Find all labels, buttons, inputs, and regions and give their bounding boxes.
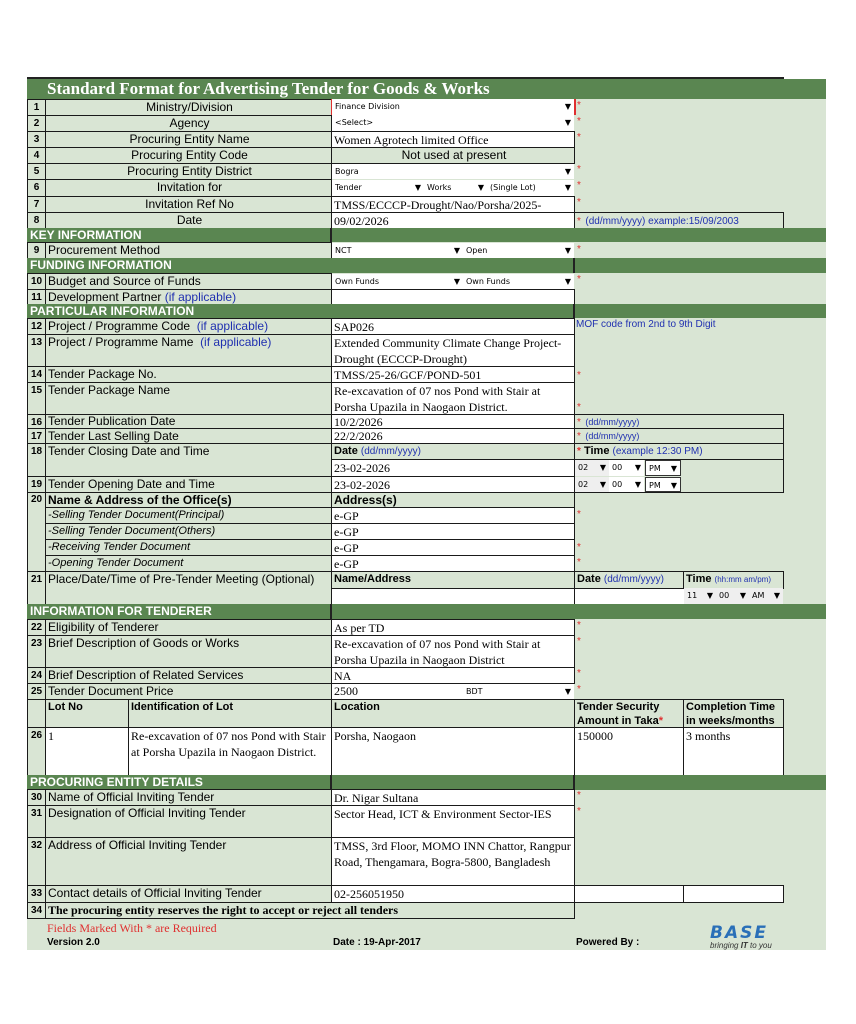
mof-code-note: MOF code from 2nd to 9th Digit [576, 319, 716, 330]
budget-select[interactable] [332, 274, 463, 289]
goods-works-description-input[interactable] [331, 635, 575, 668]
project-name-line: Drought (ECCCP-Drought) [334, 352, 467, 366]
divider [330, 604, 332, 619]
required-marker-bar [574, 99, 576, 115]
date-format-hint: (dd/mm/yyyy) [585, 417, 640, 427]
eligibility-input[interactable]: As per TD [331, 619, 575, 636]
source-of-funds-select[interactable] [463, 274, 574, 289]
official-address-input[interactable] [331, 837, 575, 886]
if-applicable-hint: (if applicable) [164, 290, 237, 304]
project-code-label-text: Project / Programme Code [48, 319, 191, 333]
required-asterisk: * [577, 100, 581, 111]
dropdown-arrow-icon: ▼ [414, 183, 421, 192]
ampm-value: PM [649, 481, 661, 490]
hour-value: 11 [687, 591, 698, 600]
opening-date-time-label: Tender Opening Date and Time [45, 476, 332, 493]
required-asterisk: * [577, 668, 581, 679]
development-partner-label-text: Development Partner [48, 290, 162, 304]
date-input[interactable]: 09/02/2026 [331, 212, 575, 229]
section-key-information: KEY INFORMATION [27, 228, 826, 242]
row-number: 23 [27, 635, 46, 668]
name-address-header: Name/Address [331, 571, 575, 589]
meeting-time-header [683, 571, 784, 589]
opening-ampm-select[interactable] [645, 477, 681, 492]
official-designation-label: Designation of Official Inviting Tender [45, 805, 332, 838]
dropdown-arrow-icon: ▼ [670, 464, 677, 473]
completion-time-input[interactable]: 3 months [683, 727, 784, 776]
selling-principal-input[interactable]: e-GP [331, 507, 575, 524]
dropdown-arrow-icon: ▼ [564, 277, 571, 286]
ministry-division-value: Finance Division [335, 102, 400, 111]
related-services-input[interactable]: NA [331, 667, 575, 684]
invitation-type-value: Tender [335, 183, 362, 192]
dropdown-arrow-icon: ▼ [634, 463, 641, 472]
eligibility-label: Eligibility of Tenderer [45, 619, 332, 636]
procurement-method-label: Procurement Method [45, 242, 332, 259]
divider [573, 775, 575, 790]
publication-date-input[interactable]: 10/2/2026 [331, 414, 575, 429]
row-number: 20 [27, 492, 46, 572]
meeting-minute-select[interactable] [716, 588, 749, 604]
dropdown-arrow-icon: ▼ [739, 591, 746, 600]
ampm-value: AM [752, 591, 765, 600]
official-address-label: Address of Official Inviting Tender [45, 837, 332, 886]
official-name-input[interactable]: Dr. Nigar Sultana [331, 789, 575, 806]
project-code-input[interactable]: SAP026 [331, 318, 575, 335]
time-format-hint: (example 12:30 PM) [612, 446, 703, 457]
date-format-hint: (dd/mm/yyyy) [360, 446, 421, 457]
dropdown-arrow-icon: ▼ [706, 591, 713, 600]
date-header-text: Date [334, 445, 358, 457]
form-title: Standard Format for Advertising Tender for Goods & Works [27, 79, 826, 99]
row-number: 9 [27, 242, 46, 259]
required-asterisk: * [577, 446, 581, 457]
last-selling-date-label: Tender Last Selling Date [45, 428, 332, 444]
closing-date-input[interactable]: 23-02-2026 [331, 459, 575, 477]
if-applicable-hint: (if applicable) [196, 319, 269, 333]
section-procuring-entity-details: PROCURING ENTITY DETAILS [27, 775, 826, 790]
closing-date-time-label: Tender Closing Date and Time [45, 443, 332, 477]
dropdown-arrow-icon: ▼ [564, 687, 571, 696]
base-logo-tagline [710, 941, 790, 951]
row-number: 6 [27, 179, 46, 197]
required-asterisk: * [577, 431, 581, 442]
required-asterisk: * [577, 509, 581, 520]
version-label: Version 2.0 [47, 937, 100, 948]
description-line: Porsha Upazila in Naogaon District [334, 653, 505, 667]
required-asterisk: * [577, 180, 581, 191]
date-format-hint: (dd/mm/yyyy) example:15/09/2003 [585, 216, 739, 227]
meeting-hour-select[interactable] [684, 588, 716, 604]
ministry-division-label: Ministry/Division [45, 99, 332, 116]
required-asterisk: * [577, 132, 581, 143]
date-format-hint: (dd/mm/yyyy) [603, 574, 664, 585]
contact-extra-input-1[interactable] [574, 885, 684, 903]
identification-line: Re-excavation of 07 nos Pond with Stair [131, 729, 326, 743]
closing-minute-select[interactable] [609, 460, 644, 476]
opening-label: -Opening Tender Document [45, 555, 332, 572]
invitation-for-label: Invitation for [45, 179, 332, 197]
row-number: 15 [27, 382, 46, 415]
dropdown-arrow-icon: ▼ [599, 480, 606, 489]
development-partner-label [45, 289, 332, 305]
dropdown-arrow-icon: ▼ [453, 246, 460, 255]
reservation-statement: The procuring entity reserves the right to accept or reject all tenders [45, 902, 575, 919]
row-number: 31 [27, 805, 46, 838]
header-line: Tender Security [577, 701, 660, 713]
row-number: 10 [27, 273, 46, 290]
row-number: 25 [27, 683, 46, 700]
section-particular-information: PARTICULAR INFORMATION [27, 304, 826, 318]
hour-value: 02 [578, 480, 589, 489]
row-number: 22 [27, 619, 46, 636]
identification-line: at Porsha Upazila in Naogaon District. [131, 745, 317, 759]
lot-location-header: Location [331, 699, 575, 728]
row-number: 32 [27, 837, 46, 886]
lot-no-input[interactable]: 1 [45, 727, 129, 776]
procuring-entity-name-input[interactable]: Women Agrotech limited Office [331, 131, 575, 148]
lot-type-select[interactable] [487, 180, 574, 196]
publication-date-hint-cell [574, 414, 784, 429]
divider [330, 228, 332, 242]
row-number: 5 [27, 163, 46, 180]
tender-package-name-input[interactable] [331, 382, 575, 415]
dropdown-arrow-icon: ▼ [564, 167, 571, 176]
divider [330, 775, 332, 790]
minute-value: 00 [612, 463, 623, 472]
tender-package-no-label: Tender Package No. [45, 366, 332, 383]
row-number: 8 [27, 212, 46, 229]
lot-identification-header: Identification of Lot [128, 699, 332, 728]
meeting-ampm-select[interactable] [749, 588, 783, 604]
closing-ampm-select[interactable] [645, 460, 681, 476]
row-number: 24 [27, 667, 46, 684]
required-asterisk: * [577, 620, 581, 631]
invitation-ref-no-label: Invitation Ref No [45, 196, 332, 213]
lot-identification-input[interactable] [128, 727, 332, 776]
invitation-ref-no-input[interactable]: TMSS/ECCCP-Drought/Nao/Porsha/2025- [331, 196, 575, 213]
base-logo [710, 925, 790, 951]
closing-date-header [331, 443, 575, 460]
version-date-label: Date : 19-Apr-2017 [333, 937, 421, 948]
header-line: in weeks/months [686, 715, 775, 727]
title-top-border [27, 77, 784, 79]
procuring-entity-code-label: Procuring Entity Code [45, 147, 332, 164]
minute-value: 00 [612, 480, 623, 489]
time-header-text: Time [686, 573, 712, 585]
agency-label: Agency [45, 115, 332, 132]
dropdown-arrow-icon: ▼ [564, 246, 571, 255]
row-number: 16 [27, 414, 46, 429]
required-asterisk: * [577, 417, 581, 428]
last-selling-date-input[interactable]: 22/2/2026 [331, 428, 575, 444]
opening-input[interactable]: e-GP [331, 555, 575, 572]
procuring-entity-name-label: Procuring Entity Name [45, 131, 332, 148]
package-name-line: Porsha Upazila in Naogaon District. [334, 400, 508, 414]
closing-hour-select[interactable] [575, 460, 609, 476]
tender-security-header [574, 699, 684, 728]
procurement-type-select[interactable] [463, 243, 574, 259]
lot-header-number-cell [27, 699, 46, 728]
selling-others-label: -Selling Tender Document(Others) [45, 523, 332, 540]
ministry-division-select[interactable] [331, 99, 574, 115]
dropdown-arrow-icon: ▼ [564, 118, 571, 127]
dropdown-arrow-icon: ▼ [599, 463, 606, 472]
document-price-input[interactable]: 2500 [332, 684, 463, 699]
time-header-text: Time [583, 445, 610, 457]
row-number: 17 [27, 428, 46, 444]
header-line: Completion Time [686, 701, 776, 713]
address-line: TMSS, 3rd Floor, MOMO INN Chattor, Rangpur [334, 839, 571, 853]
row-number: 1 [27, 99, 46, 116]
tagline-part: to you [747, 941, 772, 950]
ampm-value: PM [649, 464, 661, 473]
address-line: Road, Thengamara, Bogra-5800, Bangladesh [334, 855, 551, 869]
meeting-name-address-input[interactable] [331, 588, 575, 605]
agency-select[interactable] [332, 115, 574, 131]
contact-extra-input-2[interactable] [683, 885, 784, 903]
row-number: 30 [27, 789, 46, 806]
official-designation-input[interactable]: Sector Head, ICT & Environment Sector-IES [331, 805, 575, 838]
project-code-label [45, 318, 332, 335]
dropdown-arrow-icon: ▼ [564, 183, 571, 192]
lot-location-input[interactable]: Porsha, Naogaon [331, 727, 575, 776]
section-funding-information: FUNDING INFORMATION [27, 258, 826, 273]
required-asterisk: * [577, 402, 581, 413]
budget-source-label: Budget and Source of Funds [45, 273, 332, 290]
receiving-label: -Receiving Tender Document [45, 539, 332, 556]
project-name-line: Extended Community Climate Change Project- [334, 336, 562, 350]
row-number: 7 [27, 196, 46, 213]
required-asterisk: * [577, 790, 581, 801]
header-line: Amount in Taka [577, 715, 659, 727]
required-asterisk: * [577, 274, 581, 285]
description-line: Re-excavation of 07 nos Pond with Stair at [334, 637, 541, 651]
if-applicable-hint: (if applicable) [200, 335, 272, 349]
required-asterisk: * [577, 370, 581, 381]
row-number: 21 [27, 571, 46, 605]
goods-works-description-label: Brief Description of Goods or Works [45, 635, 332, 668]
contact-details-input[interactable]: 02-256051950 [331, 885, 575, 903]
procurement-method-select[interactable] [332, 243, 463, 259]
source-of-funds-value: Own Funds [466, 277, 511, 286]
procurement-method-value: NCT [335, 246, 352, 255]
pre-tender-meeting-label: Place/Date/Time of Pre-Tender Meeting (Optional) [45, 571, 332, 605]
tender-package-name-label: Tender Package Name [45, 382, 332, 415]
dropdown-arrow-icon: ▼ [564, 102, 571, 111]
required-asterisk: * [577, 806, 581, 817]
selling-principal-label: -Selling Tender Document(Principal) [45, 507, 332, 524]
minute-value: 00 [719, 591, 730, 600]
required-asterisk: * [577, 244, 581, 255]
tagline-part: IT [740, 941, 748, 950]
receiving-input[interactable]: e-GP [331, 539, 575, 556]
district-value: Bogra [335, 167, 359, 176]
required-asterisk: * [577, 116, 581, 127]
lot-no-header: Lot No [45, 699, 129, 728]
package-name-line: Re-excavation of 07 nos Pond with Stair at [334, 384, 541, 398]
row-number: 4 [27, 147, 46, 164]
required-asterisk: * [577, 684, 581, 695]
procurement-type-value: Open [466, 246, 488, 255]
powered-by-label: Powered By : [576, 937, 640, 948]
required-fields-note: Fields Marked With * are Required [47, 921, 217, 935]
completion-time-header [683, 699, 784, 728]
office-address-label: Name & Address of the Office(s) [45, 492, 332, 508]
row-number: 12 [27, 318, 46, 335]
section-information-for-tenderer: INFORMATION FOR TENDERER [27, 604, 826, 619]
row-number: 26 [27, 727, 46, 776]
required-asterisk: * [577, 216, 581, 227]
project-name-label-text: Project / Programme Name [48, 335, 194, 349]
development-partner-input[interactable] [331, 289, 575, 305]
hour-value: 02 [578, 463, 589, 472]
required-asterisk: * [577, 636, 581, 647]
dropdown-arrow-icon: ▼ [477, 183, 484, 192]
currency-value: BDT [466, 687, 483, 696]
tagline-part: bringing [710, 941, 741, 950]
last-selling-date-hint-cell [574, 428, 784, 444]
row-number: 2 [27, 115, 46, 132]
tender-security-input[interactable]: 150000 [574, 727, 684, 776]
invitation-category-select[interactable] [424, 180, 487, 196]
project-name-label [45, 334, 332, 367]
date-hint-cell [574, 212, 784, 229]
required-asterisk: * [577, 557, 581, 568]
date-label: Date [45, 212, 332, 229]
row-number: 33 [27, 885, 46, 903]
agency-value: <Select> [335, 118, 374, 127]
opening-minute-select[interactable] [609, 477, 644, 492]
dropdown-arrow-icon: ▼ [773, 591, 780, 600]
row-number: 34 [27, 902, 46, 919]
divider [573, 304, 575, 318]
publication-date-label: Tender Publication Date [45, 414, 332, 429]
dropdown-arrow-icon: ▼ [453, 277, 460, 286]
contact-details-label: Contact details of Official Inviting Tender [45, 885, 332, 903]
opening-date-input[interactable]: 23-02-2026 [331, 476, 575, 493]
base-logo-text: BASE [710, 923, 768, 943]
meeting-date-header [574, 571, 684, 589]
official-name-label: Name of Official Inviting Tender [45, 789, 332, 806]
meeting-date-input[interactable] [574, 588, 684, 605]
related-services-label: Brief Description of Related Services [45, 667, 332, 684]
row-number: 11 [27, 289, 46, 305]
required-asterisk: * [577, 197, 581, 208]
row-number: 19 [27, 476, 46, 493]
row-number: 3 [27, 131, 46, 148]
dropdown-arrow-icon: ▼ [634, 480, 641, 489]
row-number: 13 [27, 334, 46, 367]
required-asterisk: * [658, 715, 663, 727]
procuring-entity-district-label: Procuring Entity District [45, 163, 332, 180]
invitation-category-value: Works [427, 183, 452, 192]
required-asterisk: * [577, 164, 581, 175]
address-column-header: Address(s) [331, 492, 575, 508]
lot-type-value: (Single Lot) [490, 183, 536, 192]
date-format-hint: (dd/mm/yyyy) [585, 431, 640, 441]
selling-others-input[interactable]: e-GP [331, 523, 575, 540]
procuring-entity-district-select[interactable] [332, 164, 574, 179]
currency-select[interactable] [463, 684, 574, 699]
row-number: 18 [27, 443, 46, 477]
invitation-type-select[interactable] [332, 180, 424, 196]
dropdown-arrow-icon: ▼ [670, 481, 677, 490]
row-number: 14 [27, 366, 46, 383]
document-price-label: Tender Document Price [45, 683, 332, 700]
closing-time-header [574, 443, 784, 460]
divider [573, 258, 575, 273]
date-header-text: Date [577, 573, 601, 585]
project-name-input[interactable] [331, 334, 575, 367]
required-asterisk: * [577, 542, 581, 553]
budget-value: Own Funds [335, 277, 380, 286]
opening-hour-select[interactable] [575, 477, 609, 492]
tender-package-no-input[interactable]: TMSS/25-26/GCF/POND-501 [331, 366, 575, 383]
time-format-hint: (hh:mm am/pm) [714, 575, 771, 584]
procuring-entity-code-value: Not used at present [331, 147, 575, 164]
